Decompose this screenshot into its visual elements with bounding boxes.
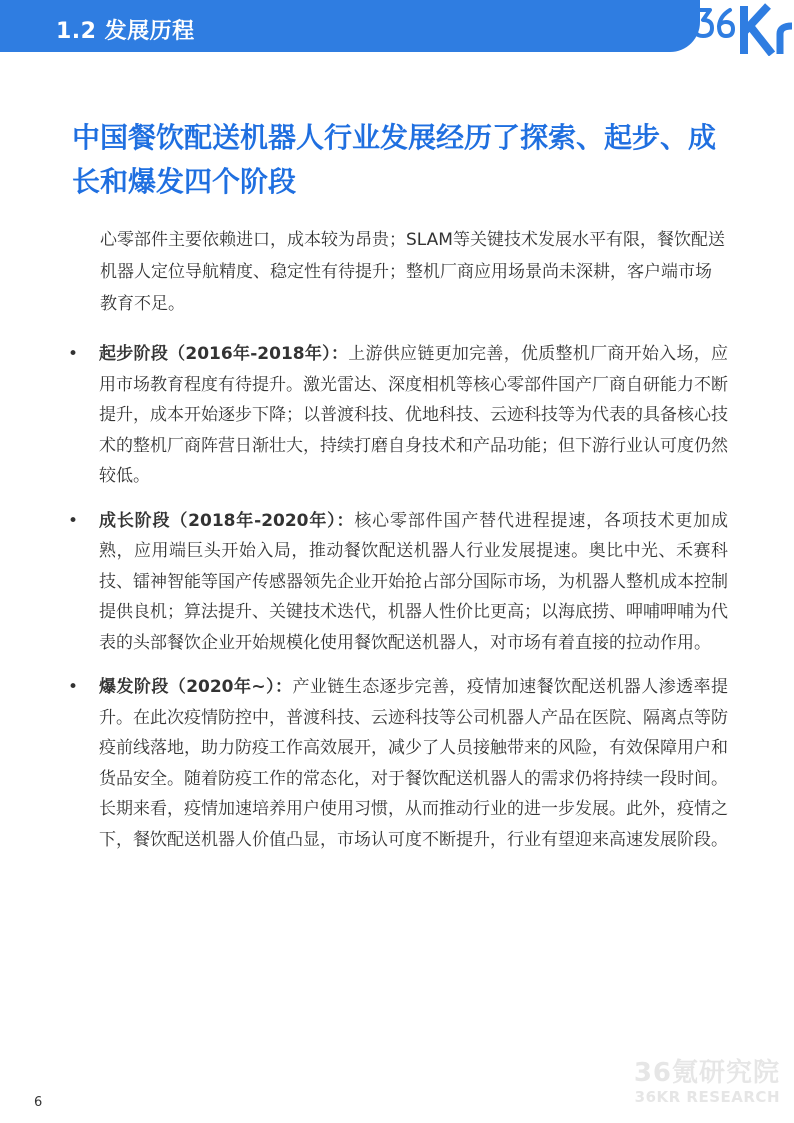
stage-term: 爆发阶段（2020年~）： [99,677,293,697]
stage-description: 上游供应链更加完善，优质整机厂商开始入场，应用市场教育程度有待提升。激光雷达、深度相机等核心零部件国产厂商自研能力不断提升，成本开始逐步下降；以普渡科技、优地科技、云迹科技等为代表的具备核心技术的整机厂商阵营日渐壮大，持续打磨自身技术和产品功能；但下游行业认可度仍然较低。 [99,344,729,486]
intro-paragraph: 心零部件主要依赖进口，成本较为昂贵；SLAM等关键技术发展水平有限，餐饮配送机器人定位导航精度、稳定性有待提升；整机厂商应用场景尚未深耕，客户端市场教育不足。 [100,230,725,314]
36kr-research-watermark [630,1058,780,1106]
page-number: 6 [34,1095,43,1110]
bullet-dot: • [68,677,79,697]
stage-description: 核心零部件国产替代进程提速，各项技术更加成熟，应用端巨头开始入局，推动餐饮配送机器人行业发展提速。奥比中光、禾赛科技、镭神智能等国产传感器领先企业开始抢占部分国际市场，为机器人整机成本控制提供良机；算法提升、关键技术迭代，机器人性价比更高；以海底捞、呷哺呷哺为代表的头部餐饮企业开始规模化使用餐饮配送机器人，对市场有着直接的拉动作用。 [99,510,728,653]
watermark-en: 36KR RESEARCH [634,1088,780,1106]
watermark-cn: 36氪研究院 [633,1058,780,1088]
bullet-dot: • [68,510,79,531]
stage-description: 产业链生态逐步完善，疫情加速餐饮配送机器人渗透率提升。在此次疫情防控中，普渡科技、云迹科技等公司机器人产品在医院、隔离点等防疫前线落地，助力防疫工作高效展开，减少了人员接触带来的风险，有效保障用户和货品安全。随着防疫工作的常态化，对于餐饮配送机器人的需求仍将持续一段时间。长期来看，疫情加速培养用户使用习惯，从而推动行业的进一步发展。此外，疫情之下，餐饮配送机器人价值凸显，市场认可度不断提升，行业有望迎来高速发展阶段。 [99,677,728,850]
36kr-logo [692,0,794,56]
section-title: 1.2 发展历程 [56,19,195,44]
page-heading: 中国餐饮配送机器人行业发展经历了探索、起步、成长和爆发四个阶段 [72,121,717,198]
section-header-bar [0,0,700,52]
stage-list [68,339,728,869]
bullet-dot: • [68,344,79,364]
stage-item-explosion [68,672,728,855]
stage-item-startup [68,339,728,492]
stage-term: 起步阶段（2016年-2018年）： [99,344,349,364]
stage-term: 成长阶段（2018年-2020年）： [99,510,355,531]
stage-item-growth [68,506,728,659]
